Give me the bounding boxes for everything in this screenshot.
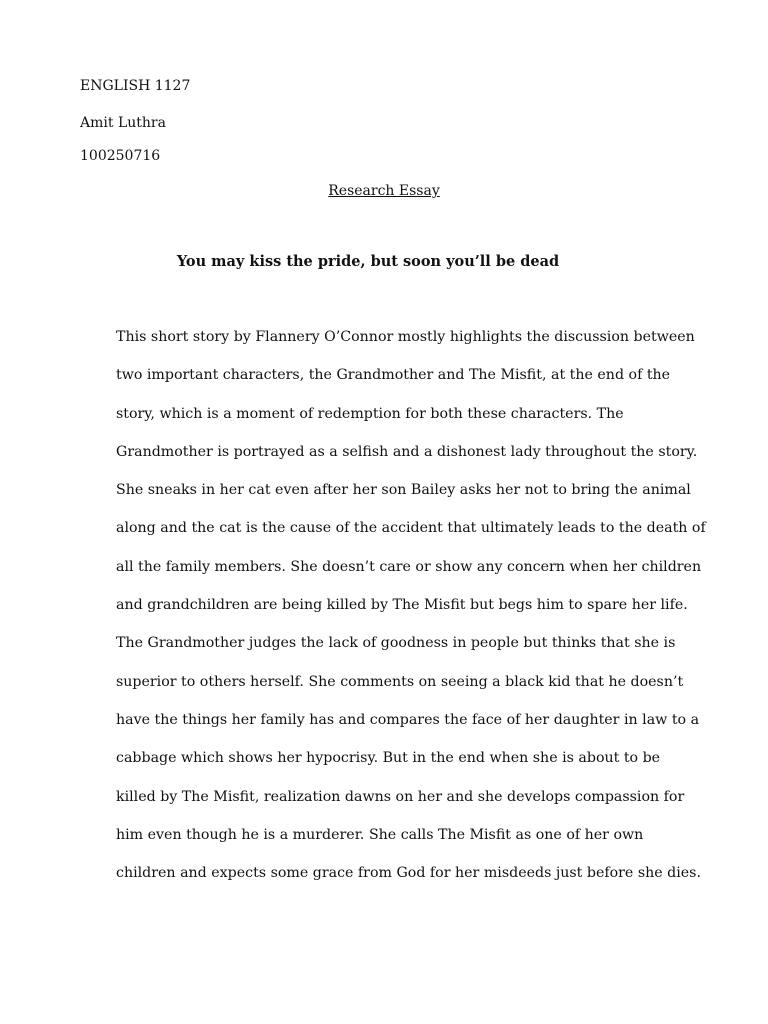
body-line: The Grandmother judges the lack of goodness in people but thinks that she is: [116, 635, 676, 652]
body-line: cabbage which shows her hypocrisy. But in the end when she is about to be: [116, 750, 661, 767]
body-line: him even though he is a murderer. She calls The Misfit as one of her own: [116, 826, 644, 843]
body-line: two important characters, the Grandmother and The Misfit, at the end of the: [116, 367, 671, 384]
student-id: 100250716: [80, 148, 161, 164]
author-name: Amit Luthra: [80, 115, 166, 131]
body-line: killed by The Misfit, realization dawns on her and she develops compassion for: [116, 788, 685, 805]
body-line: story, which is a moment of redemption for both these characters. The: [116, 405, 624, 422]
essay-title: You may kiss the pride, but soon you’ll be dead: [176, 253, 560, 270]
body-line: along and the cat is the cause of the accident that ultimately leads to the death of: [116, 520, 706, 537]
body-line: This short story by Flannery O’Connor mostly highlights the discussion between: [116, 329, 695, 345]
body-line: She sneaks in her cat even after her son Bailey asks her not to bring the animal: [116, 482, 691, 499]
body-line: superior to others herself. She comments on seeing a black kid that he doesn’t: [116, 673, 684, 690]
body-line: and grandchildren are being killed by The Misfit but begs him to spare her life.: [116, 597, 688, 614]
body-line: all the family members. She doesn’t care or show any concern when her children: [116, 558, 702, 575]
body-line: children and expects some grace from God for her misdeeds just before she dies.: [116, 865, 701, 882]
body-line: Grandmother is portrayed as a selfish and a dishonest lady throughout the story.: [116, 443, 698, 460]
course-code: ENGLISH 1127: [80, 78, 191, 94]
body-line: have the things her family has and compares the face of her daughter in law to a: [116, 711, 700, 728]
essay-type-heading: Research Essay: [328, 183, 440, 199]
essay-body: [116, 326, 706, 900]
